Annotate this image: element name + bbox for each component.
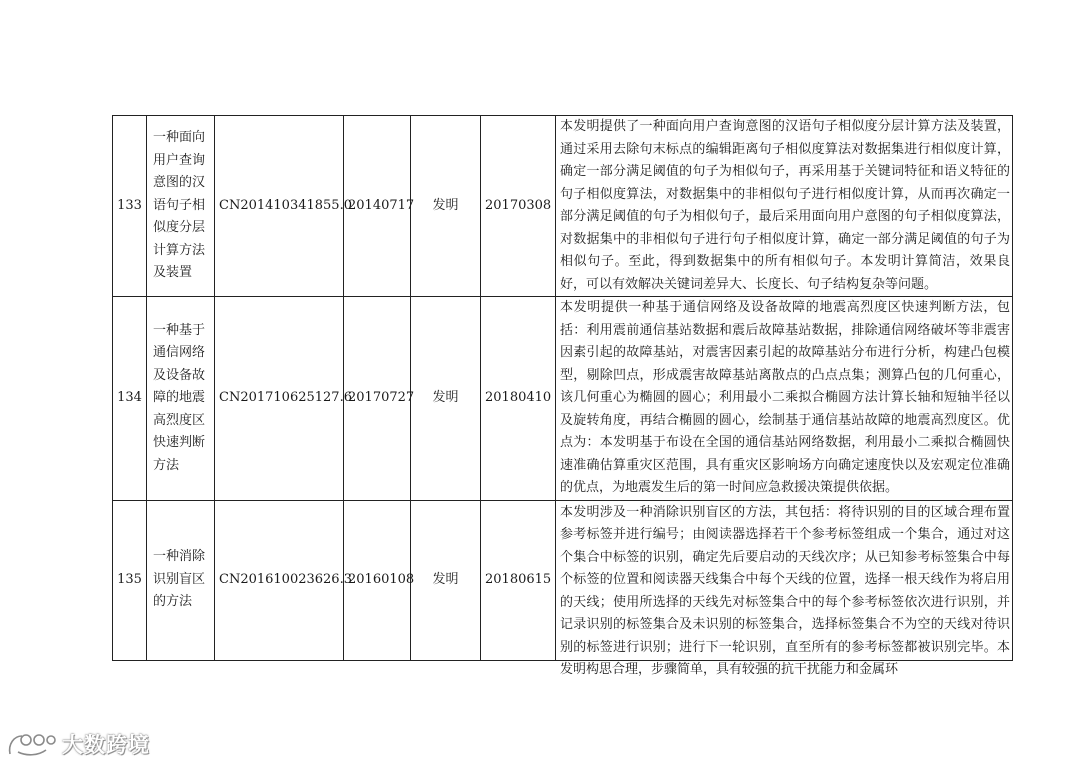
table-row [113, 297, 1013, 501]
application-number: CN201610023626.3 [215, 500, 344, 660]
patent-abstract [556, 297, 1013, 501]
abstract-text: 本发明提供了一种面向用户查询意图的汉语句子相似度分层计算方法及装置，通过采用去除句末标点的编辑距离句子相似度算法对数据集进行相似度计算，确定一部分满足阈值的句子为相似句子，再采用基于关键词特征和语义特征的句子相似度算法，对数据集中的非相似句子进行相似度计算，从而再次确定一部分满足阈值的句子为相似句子，最后采用面向用户意图的句子相似度算法，对数据集中的非相似句子进行句子相似度计算，确定一部分满足阈值的句子为相似句子。至此，得到数据集中的所有相似句子。本发明计算简洁，效果良好，可以有效解决关键词差异大、长度长、句子结构复杂等问题。 [560, 119, 1010, 292]
patent-abstract [556, 116, 1013, 297]
application-date: 20170727 [344, 297, 411, 501]
abstract-text: 本发明提供一种基于通信网络及设备故障的地震高烈度区快速判断方法，包括：利用震前通信基站数据和震后故障基站数据，排除通信网络破坏等非震害因素引起的故障基站，对震害因素引起的故障基站分布进行分析，构建凸包模型，剔除凹点，形成震害故障基站离散点的凸点点集；测算凸包的几何重心，该几何重心为椭圆的圆心；利用最小二乘拟合椭圆方法计算长轴和短轴半径以及旋转角度，再结合椭圆的圆心，绘制基于通信基站故障的地震高烈度区。优点为：本发明基于布设在全国的通信基站网络数据，利用最小二乘拟合椭圆快速准确估算重灾区范围，具有重灾区影响场方向确定速度快以及宏观定位准确的优点，为地震发生后的第一时间应急救援决策提供依据。 [560, 300, 1010, 495]
patent-title: 一种面向用户查询意图的汉语句子相似度分层计算方法及装置 [147, 116, 215, 297]
application-date: 20140717 [344, 116, 411, 297]
patent-title: 一种消除识别盲区的方法 [147, 500, 215, 660]
patent-type: 发明 [411, 500, 481, 660]
application-date: 20160108 [344, 500, 411, 660]
abstract-text: 本发明涉及一种消除识别盲区的方法，其包括：将待识别的目的区域合理布置参考标签并进行编号；由阅读器选择若干个参考标签组成一个集合，通过对这个集合中标签的识别，确定先后要启动的天线次序；从已知参考标签集合中每个标签的位置和阅读器天线集合中每个天线的位置，选择一根天线作为将启用的天线；使用所选择的天线先对标签集合中的每个参考标签依次进行识别，并记录识别的标签集合及未识别的标签集合，选择标签集合不为空的天线对待识别的标签进行识别；进行下一轮识别，直至所有的参考标签都被识别完毕。本发明构思合理，步骤简单，具有较强的抗干扰能力和金属环 [560, 504, 1010, 677]
watermark [6, 728, 150, 760]
patent-type: 发明 [411, 116, 481, 297]
application-number: CN201410341855.0 [215, 116, 344, 297]
table-row [113, 500, 1013, 660]
application-number: CN201710625127.6 [215, 297, 344, 501]
watermark-text: 大数跨境 [62, 733, 150, 757]
patent-type: 发明 [411, 297, 481, 501]
patent-title: 一种基于通信网络及设备故障的地震高烈度区快速判断方法 [147, 297, 215, 501]
grant-date: 20180615 [481, 500, 556, 660]
table-row [113, 116, 1013, 297]
patent-abstract [556, 500, 1013, 677]
patent-table [112, 115, 1013, 677]
row-number: 134 [113, 297, 147, 501]
row-number: 135 [113, 500, 147, 660]
grant-date: 20180410 [481, 297, 556, 501]
grant-date: 20170308 [481, 116, 556, 297]
watermark-logo-icon [6, 730, 56, 758]
row-number: 133 [113, 116, 147, 297]
